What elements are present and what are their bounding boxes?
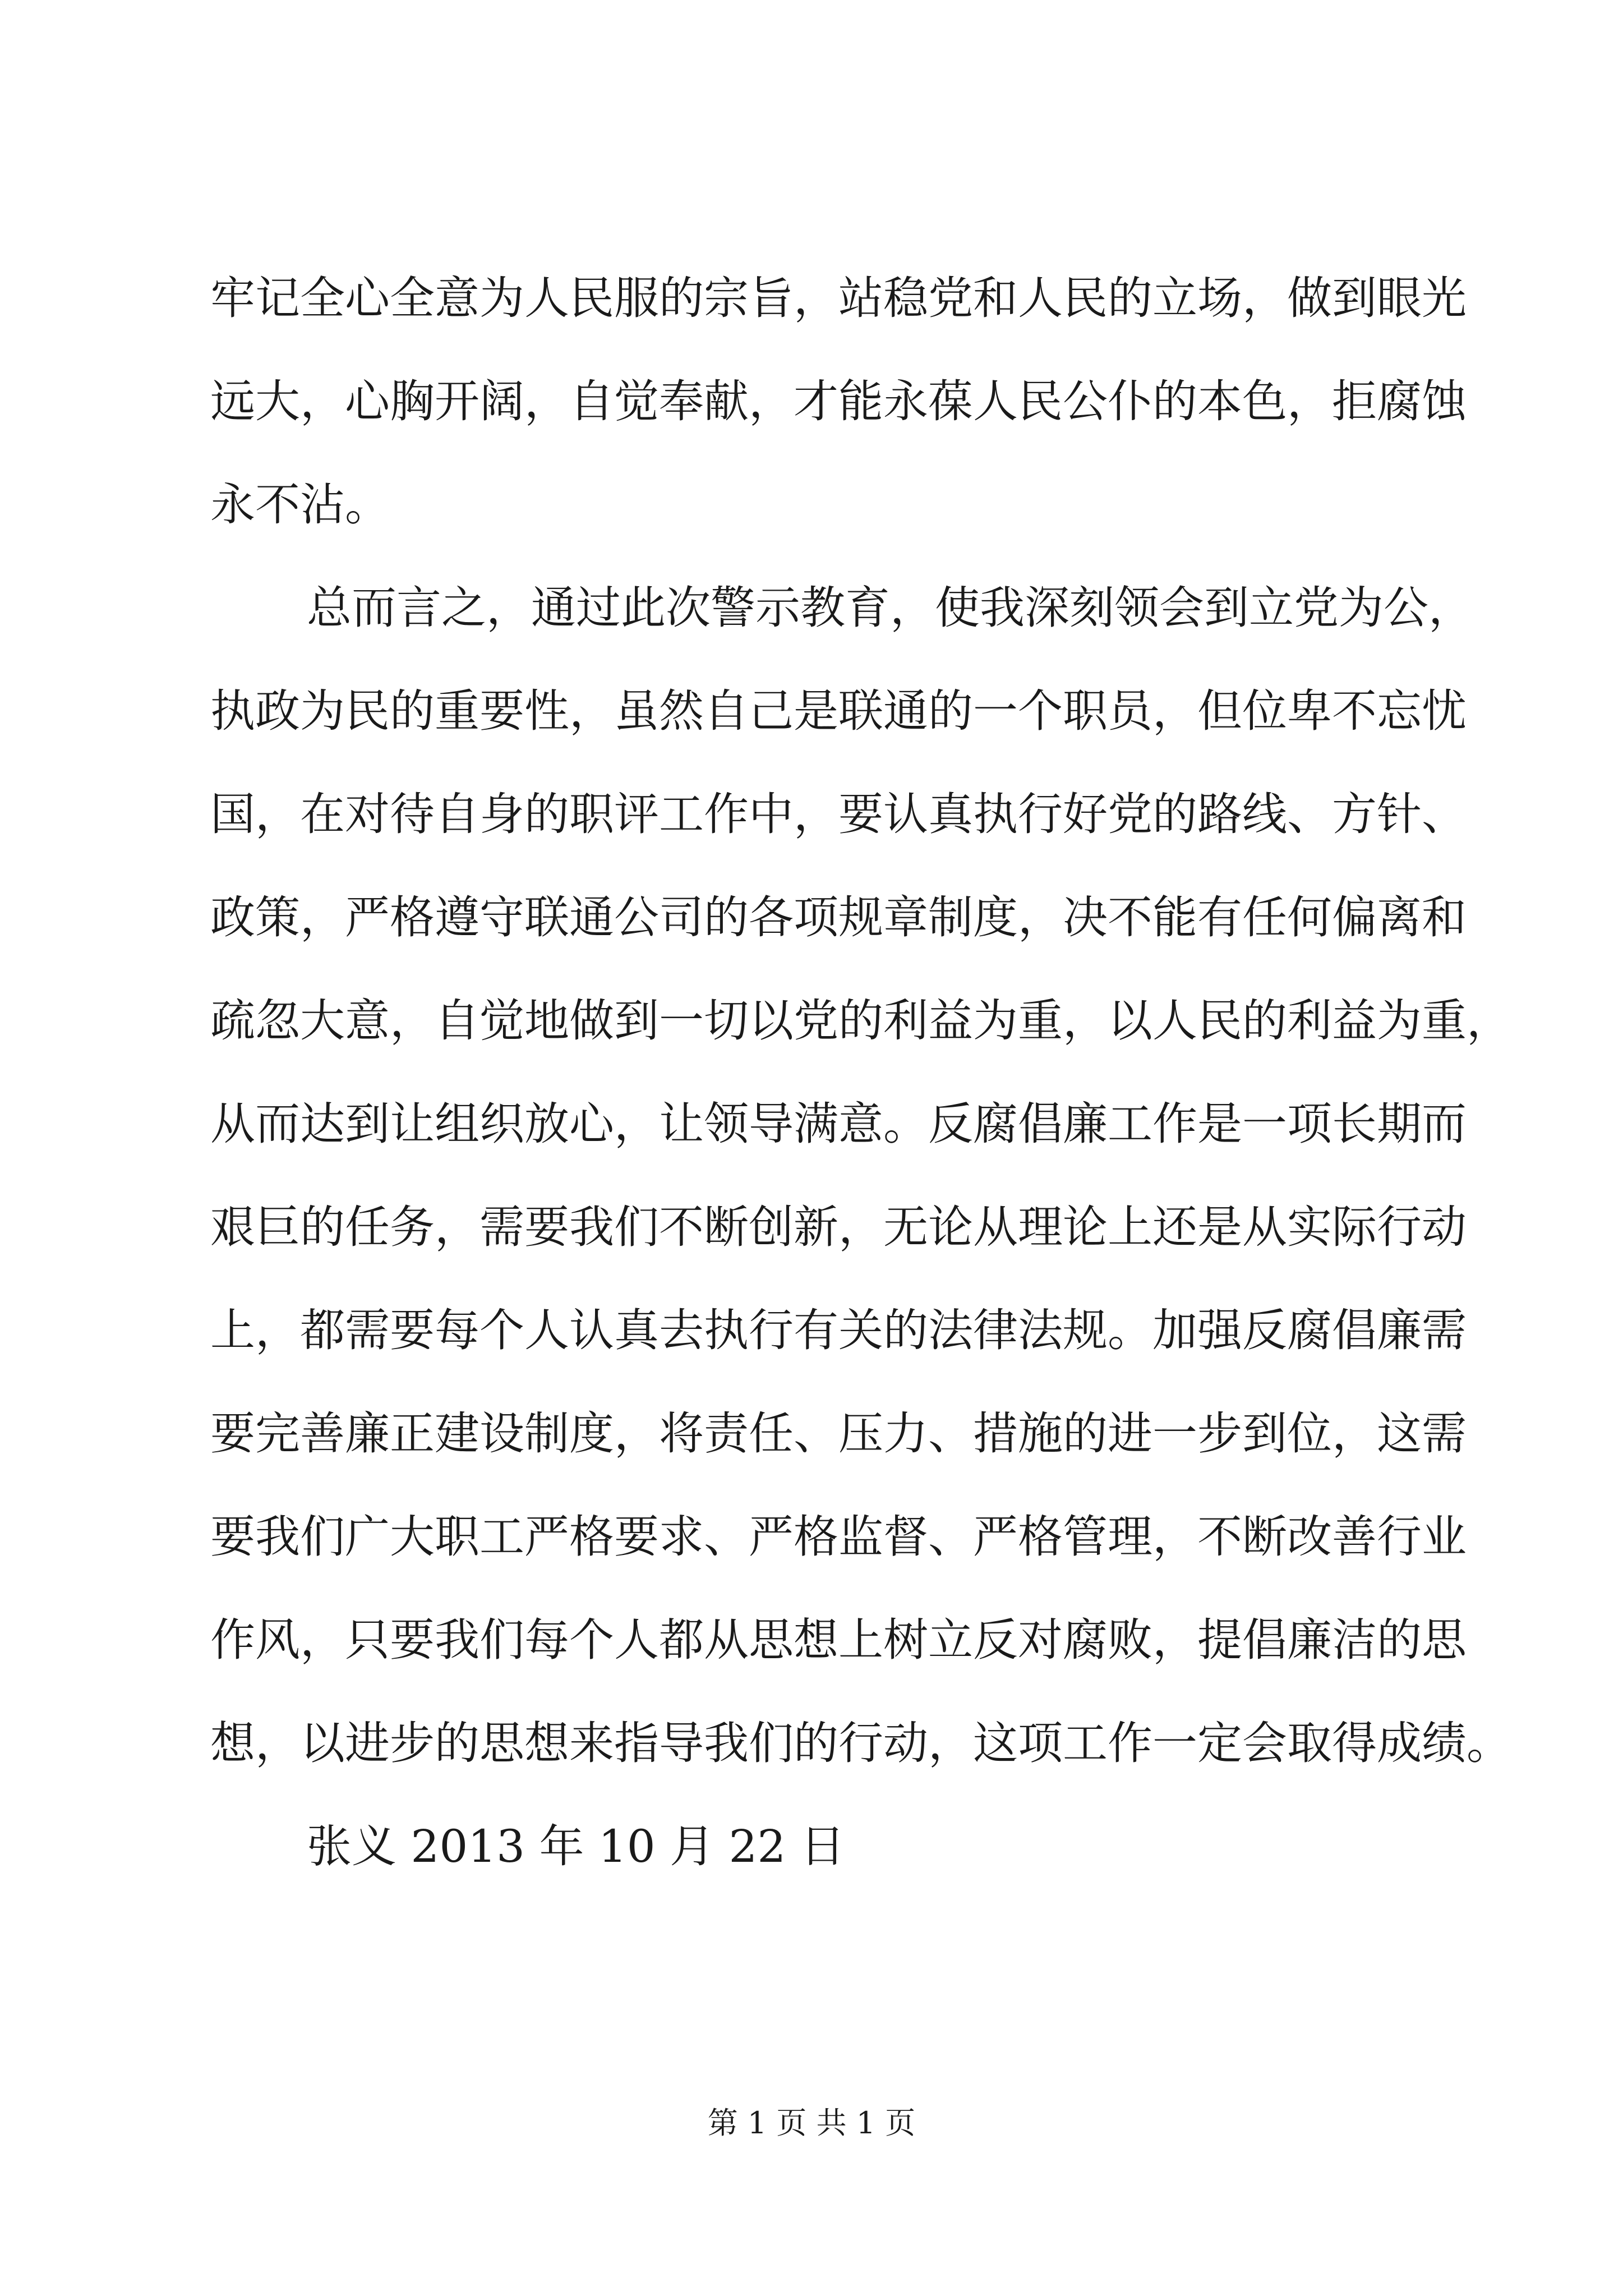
text-line: 执政为民的重要性，虽然自己是联通的一个职员，但位卑不忘忧 (210, 685, 1467, 737)
text-line: 政策，严格遵守联通公司的各项规章制度，决不能有任何偏离和 (210, 891, 1467, 944)
text-line: 永不沾。 (210, 478, 390, 531)
text-line: 作风，只要我们每个人都从思想上树立反对腐败，提倡廉洁的思 (210, 1614, 1467, 1666)
text-line: 牢记全心全意为人民服的宗旨，站稳党和人民的立场，做到眼光 (210, 272, 1467, 324)
paragraph-first-line: 总而言之，通过此次警示教育，使我深刻领会到立党为公， (307, 582, 1473, 634)
text-line: 远大，心胸开阔，自觉奉献，才能永葆人民公仆的本色，拒腐蚀 (210, 375, 1467, 427)
page-number-footer: 第 1 页 共 1 页 (707, 2105, 916, 2141)
text-line: 要完善廉正建设制度，将责任、压力、措施的进一步到位，这需 (210, 1407, 1467, 1460)
text-line: 上，都需要每个人认真去执行有关的法律法规。加强反腐倡廉需 (210, 1304, 1467, 1356)
signature-date-line: 张义 2013 年 10 月 22 日 (307, 1820, 845, 1872)
text-line: 疏忽大意，自觉地做到一切以党的利益为重，以人民的利益为重， (210, 995, 1511, 1047)
text-line: 想，以进步的思想来指导我们的行动，这项工作一定会取得成绩。 (210, 1717, 1511, 1769)
document-body (210, 247, 1511, 1898)
text-line: 艰巨的任务，需要我们不断创新，无论从理论上还是从实际行动 (210, 1201, 1467, 1253)
text-line: 从而达到让组织放心，让领导满意。反腐倡廉工作是一项长期而 (210, 1098, 1467, 1150)
text-line: 要我们广大职工严格要求、严格监督、严格管理，不断改善行业 (210, 1511, 1467, 1563)
text-line: 国，在对待自身的职评工作中，要认真执行好党的路线、方针、 (210, 788, 1467, 840)
